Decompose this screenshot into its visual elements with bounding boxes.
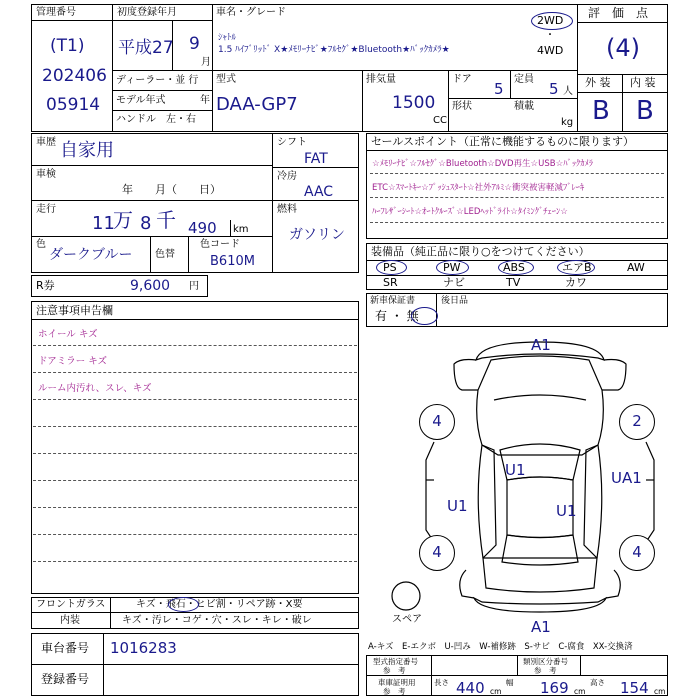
note-line-2: ドアミラー キズ bbox=[38, 356, 108, 367]
color-code-label: 色コード bbox=[200, 239, 240, 250]
damage-hood: U1 bbox=[505, 461, 526, 479]
mileage-sen: 8 bbox=[140, 213, 152, 234]
equip-airbag: エアB bbox=[562, 261, 592, 274]
equip-ps: PS bbox=[383, 261, 397, 274]
displacement-label: 排気量 bbox=[366, 74, 396, 85]
handle-label: ハンドル 左・右 bbox=[116, 114, 196, 125]
shift: FAT bbox=[304, 151, 328, 167]
model-label: 型式 bbox=[216, 74, 236, 85]
right-side bbox=[584, 445, 602, 558]
capacity: 5 bbox=[549, 80, 559, 98]
mileage-rest: 490 bbox=[188, 219, 217, 237]
r-ticket-frame bbox=[31, 275, 208, 297]
right-doors bbox=[646, 442, 654, 542]
height-unit: cm bbox=[654, 687, 666, 696]
rear-bumper bbox=[474, 598, 606, 612]
doors-label: ドア bbox=[452, 74, 472, 85]
notes-title: 注意事項申告欄 bbox=[36, 304, 113, 317]
cc-unit: CC bbox=[433, 115, 447, 126]
equip-navi: ナビ bbox=[443, 276, 465, 289]
equip-pw: PW bbox=[443, 261, 461, 274]
equip-airbag-circle bbox=[557, 260, 595, 275]
inspection-value: 年 月（ 日） bbox=[122, 183, 221, 196]
mileage-man-unit: 万 bbox=[113, 208, 133, 232]
equip-abs: ABS bbox=[503, 261, 525, 274]
interior-grade: B bbox=[636, 96, 654, 126]
damage-right-door: UA1 bbox=[611, 469, 642, 487]
header-frame bbox=[31, 4, 668, 132]
interior-cond-label: 内装 bbox=[60, 615, 80, 626]
cert-ref: 参 考 bbox=[383, 687, 406, 696]
capacity-unit: 人 bbox=[563, 86, 573, 97]
model: DAA-GP7 bbox=[216, 94, 298, 115]
damage-right-rear-door: U1 bbox=[556, 502, 577, 520]
mgmt-no-line1: (T1) bbox=[50, 36, 85, 56]
length: 440 bbox=[456, 679, 485, 697]
equip-tv: TV bbox=[506, 276, 521, 289]
note-line-3: ルーム内汚れ、スレ、キズ bbox=[38, 383, 152, 394]
color-label: 色 bbox=[36, 239, 46, 250]
damage-left-rear-door: U1 bbox=[447, 497, 468, 515]
mgmt-no-label: 管理番号 bbox=[36, 7, 76, 18]
sales-line-3: ﾊｰﾌﾚｻﾞｰｼｰﾄ☆ｵｰﾄｸﾙｰｽﾞ☆LEDﾍｯﾄﾞﾗｲﾄ☆ﾀｲﾐﾝｸﾞﾁｪｰﾝ☆ bbox=[372, 207, 568, 217]
history-label: 車歴 bbox=[36, 137, 56, 148]
sales-line-2: ETC☆ｽﾏｰﾄｷｰ☆ﾌﾟｯｼｭｽﾀｰﾄ☆社外ｱﾙﾐ☆衝突被害軽減ﾌﾞﾚｰｷ bbox=[372, 183, 585, 193]
equip-pw-circle bbox=[436, 260, 469, 275]
interior-cond-value: キズ・汚レ・コゲ・穴・スレ・キレ・破レ bbox=[122, 615, 312, 626]
warranty-no-circle bbox=[411, 307, 438, 325]
exterior-label: 外 装 bbox=[585, 76, 611, 89]
width-label: 幅 bbox=[506, 678, 514, 687]
car-body bbox=[477, 356, 604, 455]
yen-unit: 円 bbox=[189, 281, 199, 292]
tire-rr-mark: 4 bbox=[619, 535, 655, 571]
chip-circle bbox=[168, 597, 199, 612]
ac-label: 冷房 bbox=[277, 171, 297, 182]
r-ticket: 9,600 bbox=[130, 278, 171, 294]
backorder-label: 後日品 bbox=[441, 296, 469, 306]
chassis: 1016283 bbox=[110, 639, 177, 657]
left-side bbox=[478, 445, 496, 558]
history: 自家用 bbox=[60, 140, 114, 161]
warranty-label: 新車保証書 bbox=[370, 296, 416, 306]
shape-label: 形状 bbox=[452, 101, 472, 112]
first-reg-era: 平成27 bbox=[118, 38, 174, 58]
length-unit: cm bbox=[490, 687, 502, 696]
first-reg-month-unit: 月 bbox=[201, 57, 211, 68]
left-doors bbox=[426, 442, 434, 542]
score-label: 評 価 点 bbox=[588, 6, 649, 20]
doors: 5 bbox=[494, 80, 504, 98]
interior-label: 内 装 bbox=[630, 76, 656, 89]
equip-leather: カワ bbox=[565, 276, 587, 289]
height: 154 bbox=[620, 679, 649, 697]
displacement: 1500 bbox=[392, 93, 436, 113]
equipment-title: 装備品（純正品に限り○をつけてください） bbox=[371, 245, 590, 258]
width-unit: cm bbox=[574, 687, 586, 696]
score: (4) bbox=[606, 34, 640, 62]
drive-2wd: 2WD bbox=[537, 14, 564, 27]
spare-tire-icon bbox=[392, 582, 420, 610]
sales-title: セールスポイント（正常に機能するものに限ります） bbox=[371, 135, 635, 148]
front-glass-label: フロントガラス bbox=[36, 599, 106, 610]
capacity-label: 定員 bbox=[514, 74, 534, 85]
class-ref: 参 考 bbox=[534, 666, 557, 675]
dealer-label: ディーラー・並 行 bbox=[116, 75, 199, 86]
length-label: 長さ bbox=[434, 678, 449, 687]
load-label: 積載 bbox=[514, 101, 534, 112]
cert-label: 車庫証明用 bbox=[378, 678, 416, 687]
color-change-label: 色替 bbox=[155, 249, 175, 260]
warranty-value: 有 ・ 無 bbox=[375, 309, 419, 323]
model-year-label: モデル年式 bbox=[116, 95, 166, 106]
car-name: ｼｬﾄﾙ bbox=[218, 33, 237, 43]
width: 169 bbox=[540, 679, 569, 697]
car-grade: 1.5 ﾊｲﾌﾞﾘｯﾄﾞ X★ﾒﾓﾘｰﾅﾋﾞ★ﾌﾙｾｸﾞ★Bluetooth★ﾊﾞｯｸｶﾒﾗ★ bbox=[218, 45, 450, 55]
inspection-label: 車検 bbox=[36, 169, 56, 180]
sales-line-1: ☆ﾒﾓﾘｰﾅﾋﾞ☆ﾌﾙｾｸﾞ☆Bluetooth☆DVD再生☆USB☆ﾊﾞｯｸｶﾒﾗ bbox=[372, 159, 593, 169]
equip-abs-circle bbox=[498, 260, 534, 275]
equip-aw: AW bbox=[627, 261, 645, 274]
model-spec-label: 型式指定番号 bbox=[373, 657, 418, 666]
mgmt-no-line2: 202406 bbox=[42, 66, 107, 86]
fuel: ガソリン bbox=[289, 227, 345, 243]
spare-label: スペア bbox=[392, 614, 422, 625]
fuel-label: 燃料 bbox=[277, 204, 297, 215]
mileage-label: 走行 bbox=[36, 204, 56, 215]
tire-fl-mark: 4 bbox=[419, 404, 455, 440]
exterior-grade: B bbox=[592, 96, 610, 126]
damage-rear: A1 bbox=[531, 618, 551, 636]
color: ダークブルー bbox=[49, 247, 133, 263]
year-unit: 年 bbox=[200, 95, 210, 106]
mgmt-no-line3: 05914 bbox=[46, 95, 101, 115]
damage-front: A1 bbox=[531, 336, 551, 354]
first-reg-month: 9 bbox=[189, 34, 200, 54]
equip-sr: SR bbox=[383, 276, 398, 289]
shift-label: シフト bbox=[277, 137, 307, 148]
drive-dot: ・ bbox=[545, 30, 555, 41]
model-spec-ref: 参 考 bbox=[383, 666, 406, 675]
class-label: 類別区分番号 bbox=[523, 657, 568, 666]
damage-legend: A-キズ E-エクボ U-凹み W-補修跡 S-サビ C-腐食 XX-交換済 bbox=[368, 642, 633, 652]
equip-ps-circle bbox=[376, 260, 407, 275]
mileage-man: 11 bbox=[92, 213, 115, 234]
ac: AAC bbox=[304, 184, 334, 200]
chassis-label: 車台番号 bbox=[41, 641, 90, 655]
registration-label: 登録番号 bbox=[41, 672, 90, 686]
kg-unit: kg bbox=[561, 117, 574, 128]
km-unit: km bbox=[233, 224, 249, 235]
note-line-1: ホイール キズ bbox=[38, 329, 98, 340]
r-ticket-label: R券 bbox=[36, 279, 55, 292]
mileage-sen-unit: 千 bbox=[156, 208, 176, 232]
height-label: 高さ bbox=[590, 678, 605, 687]
car-name-label: 車名・グレード bbox=[216, 7, 286, 18]
first-reg-label: 初度登録年月 bbox=[117, 7, 177, 18]
front-glass-value: キズ・飛石・ヒビ割・リペア跡・X要 bbox=[136, 599, 303, 610]
rear-window bbox=[502, 535, 578, 565]
tire-rl-mark: 4 bbox=[419, 535, 455, 571]
tire-fr-mark: 2 bbox=[619, 404, 655, 440]
color-code: B610M bbox=[210, 254, 255, 269]
drive-4wd: 4WD bbox=[537, 44, 564, 57]
